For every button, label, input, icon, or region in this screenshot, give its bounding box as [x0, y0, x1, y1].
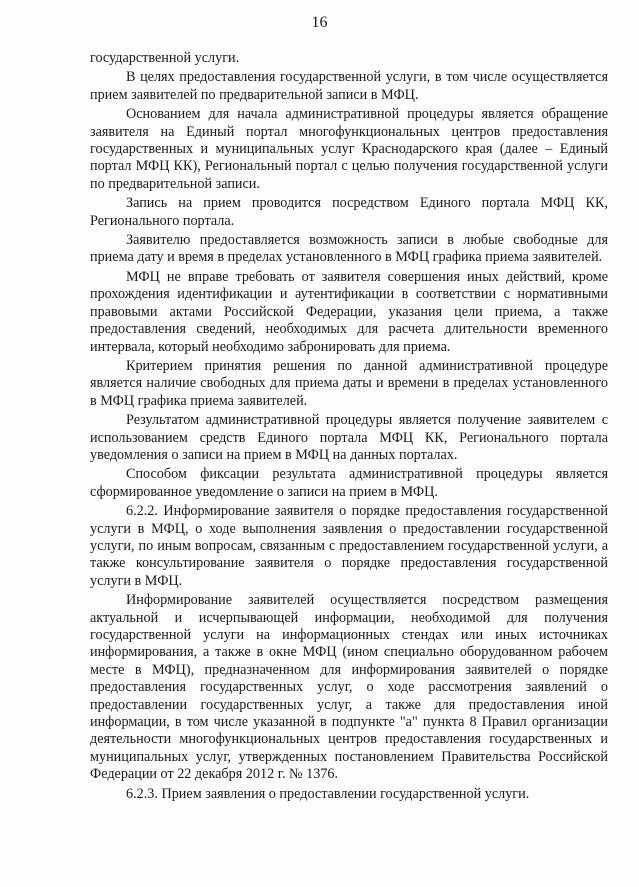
page-number: 16 [311, 14, 328, 31]
paragraph-mfc-restrictions: МФЦ не вправе требовать от заявителя совершения иных действий, кроме прохождения идентификации и аутентификации в соответствии с нормативными правовыми актами Российской Федерации, указания цели приема, а также предоставления сведений, необходимых для расчета длительности временного интервала, который необходимо забронировать для приема. [90, 268, 608, 355]
paragraph-result-recording: Способом фиксации результата административной процедуры является сформированное уведомление о записи на прием в МФЦ. [90, 466, 608, 500]
paragraph-informing-applicants: Информирование заявителей осуществляется посредством размещения актуальной и исчерпывающей информации, необходимой для получения государственной услуги на информационных стендах или иных источниках информирования, а также в окне МФЦ (ином специально оборудованном рабочем месте в МФЦ), предназначенном для информирования заявителей о порядке предоставления государственных услуг, о ходе рассмотрения заявлений о предоставлении государственных услуг, а также для предоставления иной информации, в том числе указанной в подпункте "а" пункта 8 Правил организации деятельности многофункциональных центров предоставления государственных и муниципальных услуг, утвержденных постановлением Правительства Российской Федерации от 22 декабря 2012 г. № 1376. [90, 592, 608, 783]
paragraph-preliminary-appointment: В целях предоставления государственной услуги, в том числе осуществляется прием заявителей по предварительной записи в МФЦ. [90, 69, 608, 103]
paragraph-appointment-availability: Заявителю предоставляется возможность записи в любые свободные для приема дату и время в пределах установленного в МФЦ графика приема заявителей. [90, 232, 608, 266]
paragraph-procedure-result: Результатом административной процедуры является получение заявителем с использованием средств Единого портала МФЦ КК, Регионального портала уведомления о записи на прием в МФЦ на данных порталах. [90, 412, 608, 463]
paragraph-appointment-method: Запись на прием проводится посредством Единого портала МФЦ КК, Регионального портала. [90, 195, 608, 229]
paragraph-section-6-2-2: 6.2.2. Информирование заявителя о порядке предоставления государственной услуги в МФЦ, о ходе выполнения заявления о предоставлении государственной услуги, по иным вопросам, связанным с предоставлением государственной услуги, а также консультирование заявителя о порядке предоставления государственной услуги в МФЦ. [90, 503, 608, 589]
paragraph-decision-criterion: Критерием принятия решения по данной административной процедуре является наличие свободных для приема даты и времени в пределах установленного в МФЦ графика приема заявителей. [90, 357, 608, 409]
document-body [90, 50, 608, 805]
paragraph-section-6-2-3: 6.2.3. Прием заявления о предоставлении государственной услуги. [126, 785, 530, 802]
paragraph-continuation: государственной услуги. [90, 50, 240, 66]
paragraph-procedure-basis: Основанием для начала административной процедуры является обращение заявителя на Единый портал многофункциональных центров предоставления государственных и муниципальных услуг Краснодарского края (далее – Единый портал МФЦ КК), Региональный портал с целью получения государственной услуги по предварительной записи. [90, 106, 608, 192]
